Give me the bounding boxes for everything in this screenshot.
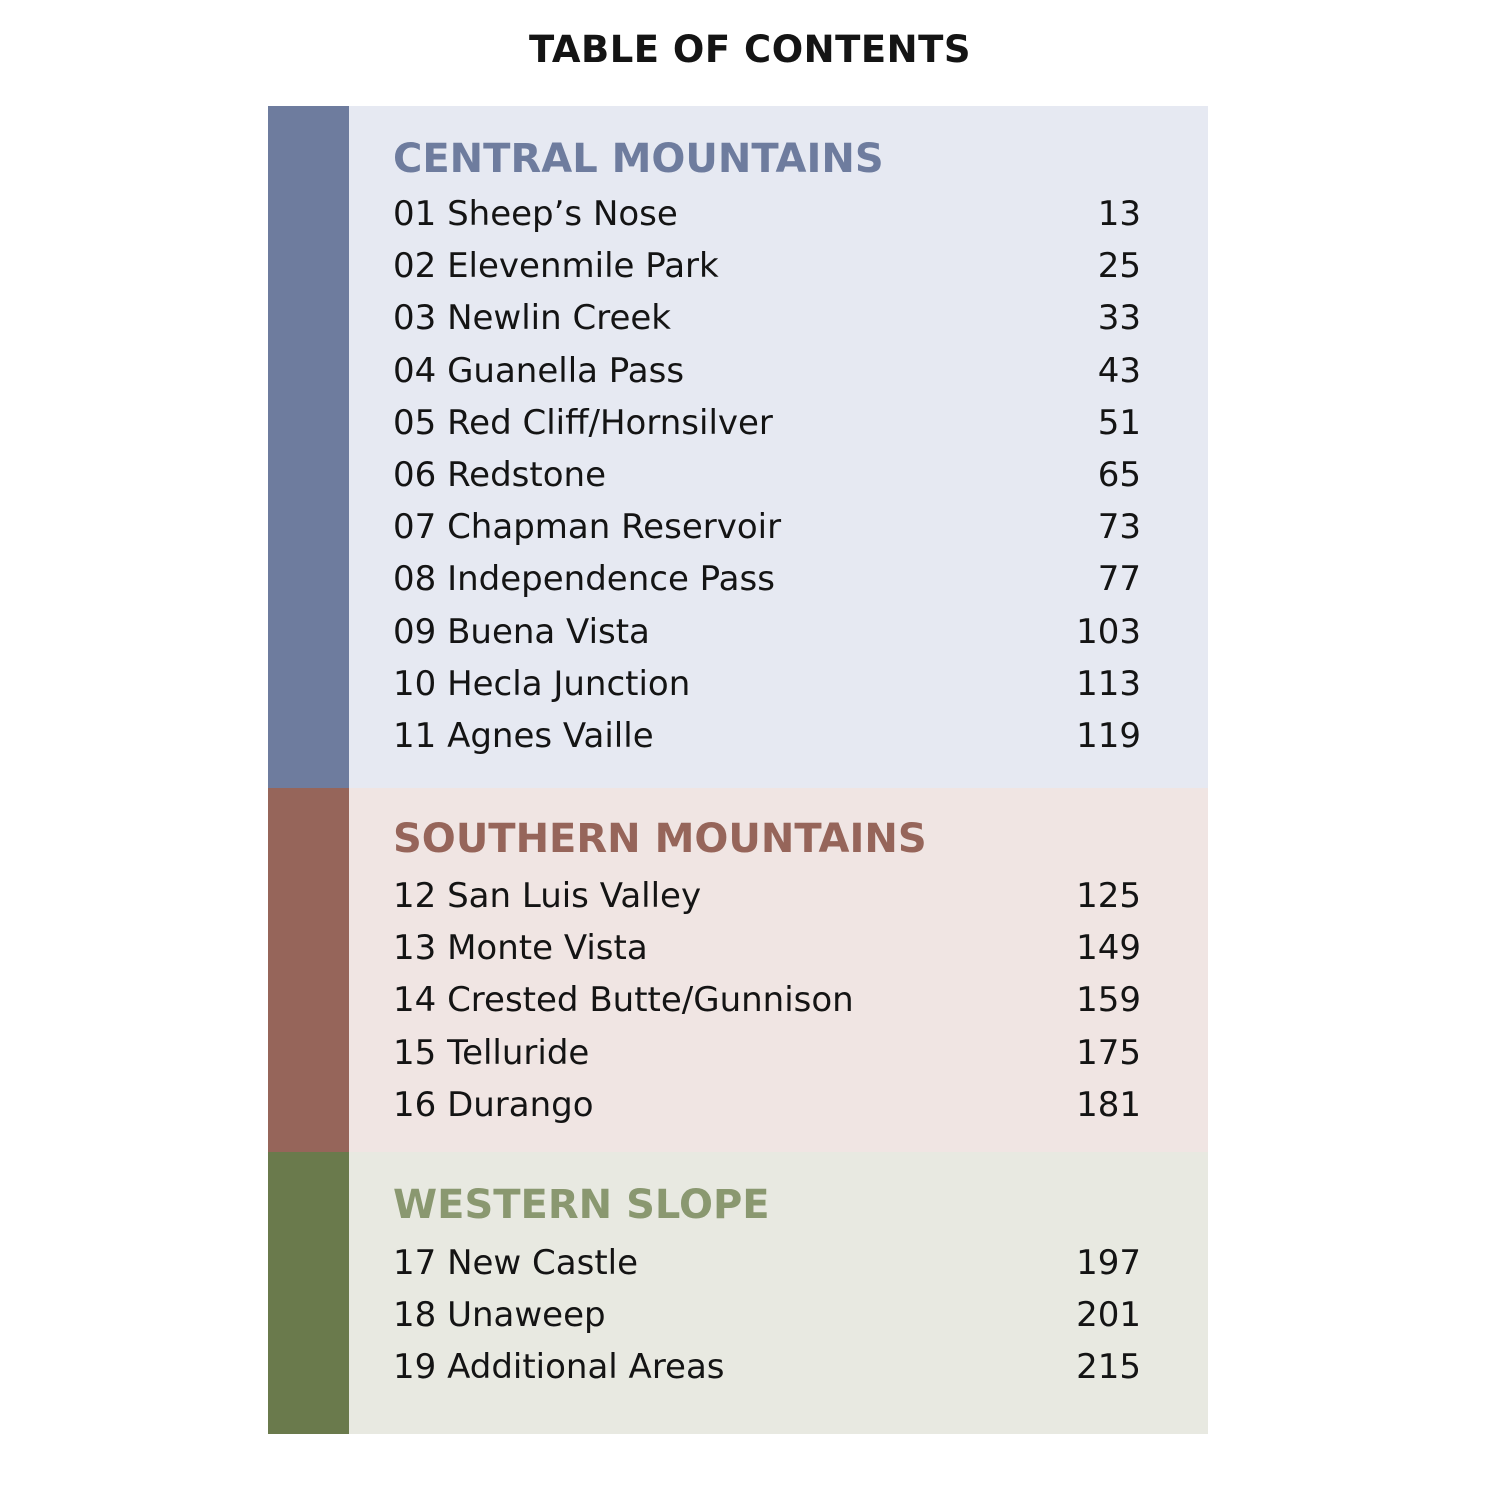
entry-page-number: 103 — [1076, 611, 1141, 652]
page-title: TABLE OF CONTENTS — [529, 28, 971, 71]
entry-title: 01 Sheep’s Nose — [393, 194, 678, 235]
entry-page-number: 175 — [1076, 1032, 1141, 1073]
entry-list — [393, 1237, 1141, 1394]
section-western-slope — [268, 1152, 1208, 1434]
toc-entry[interactable] — [393, 606, 1141, 658]
entry-title: 14 Crested Butte/Gunnison — [393, 980, 854, 1021]
entry-title: 04 Guanella Pass — [393, 350, 685, 391]
entry-title: 18 Unaweep — [393, 1295, 606, 1336]
entry-list — [393, 188, 1141, 762]
toc-entry[interactable] — [393, 188, 1141, 240]
entry-page-number: 181 — [1076, 1084, 1141, 1125]
entry-page-number: 73 — [1097, 507, 1141, 548]
section-color-bar — [268, 788, 349, 1152]
entry-page-number: 201 — [1076, 1295, 1141, 1336]
entry-page-number: 25 — [1097, 246, 1141, 287]
entry-list — [393, 870, 1141, 1131]
entry-page-number: 43 — [1097, 350, 1141, 391]
entry-page-number: 13 — [1097, 194, 1141, 235]
entry-page-number: 197 — [1076, 1243, 1141, 1284]
toc-entry[interactable] — [393, 922, 1141, 974]
entry-title: 16 Durango — [393, 1084, 594, 1125]
toc-entry[interactable] — [393, 397, 1141, 449]
entry-page-number: 149 — [1076, 928, 1141, 969]
entry-title: 03 Newlin Creek — [393, 298, 671, 339]
toc-entry[interactable] — [393, 292, 1141, 344]
entry-page-number: 113 — [1076, 663, 1141, 704]
toc-entry[interactable] — [393, 240, 1141, 292]
section-central-mountains — [268, 106, 1208, 788]
entry-title: 11 Agnes Vaille — [393, 715, 654, 756]
entry-title: 09 Buena Vista — [393, 611, 650, 652]
toc-entry[interactable] — [393, 449, 1141, 501]
section-color-bar — [268, 106, 349, 788]
section-heading: SOUTHERN MOUNTAINS — [393, 816, 927, 862]
section-heading: WESTERN SLOPE — [393, 1182, 770, 1228]
entry-title: 15 Telluride — [393, 1032, 590, 1073]
section-color-bar — [268, 1152, 349, 1434]
entry-title: 07 Chapman Reservoir — [393, 507, 782, 548]
entry-page-number: 65 — [1097, 455, 1141, 496]
entry-title: 17 New Castle — [393, 1243, 639, 1284]
section-heading: CENTRAL MOUNTAINS — [393, 136, 884, 182]
toc-entry[interactable] — [393, 974, 1141, 1026]
toc-entry[interactable] — [393, 501, 1141, 553]
entry-page-number: 215 — [1076, 1347, 1141, 1388]
toc-entry[interactable] — [393, 553, 1141, 605]
toc-entry[interactable] — [393, 710, 1141, 762]
entry-title: 10 Hecla Junction — [393, 663, 691, 704]
toc-entry[interactable] — [393, 1027, 1141, 1079]
entry-page-number: 159 — [1076, 980, 1141, 1021]
toc-entry[interactable] — [393, 1289, 1141, 1341]
entry-page-number: 125 — [1076, 876, 1141, 917]
toc-entry[interactable] — [393, 658, 1141, 710]
toc-entry[interactable] — [393, 1341, 1141, 1393]
entry-page-number: 119 — [1076, 715, 1141, 756]
entry-page-number: 77 — [1097, 559, 1141, 600]
entry-title: 12 San Luis Valley — [393, 876, 702, 917]
entry-title: 02 Elevenmile Park — [393, 246, 719, 287]
toc-entry[interactable] — [393, 870, 1141, 922]
entry-page-number: 33 — [1097, 298, 1141, 339]
entry-title: 13 Monte Vista — [393, 928, 648, 969]
entry-title: 08 Independence Pass — [393, 559, 775, 600]
toc-entry[interactable] — [393, 345, 1141, 397]
entry-title: 05 Red Cliff/Hornsilver — [393, 402, 773, 443]
toc-entry[interactable] — [393, 1237, 1141, 1289]
entry-title: 06 Redstone — [393, 455, 606, 496]
toc-entry[interactable] — [393, 1079, 1141, 1131]
entry-title: 19 Additional Areas — [393, 1347, 725, 1388]
section-southern-mountains — [268, 788, 1208, 1152]
entry-page-number: 51 — [1097, 402, 1141, 443]
